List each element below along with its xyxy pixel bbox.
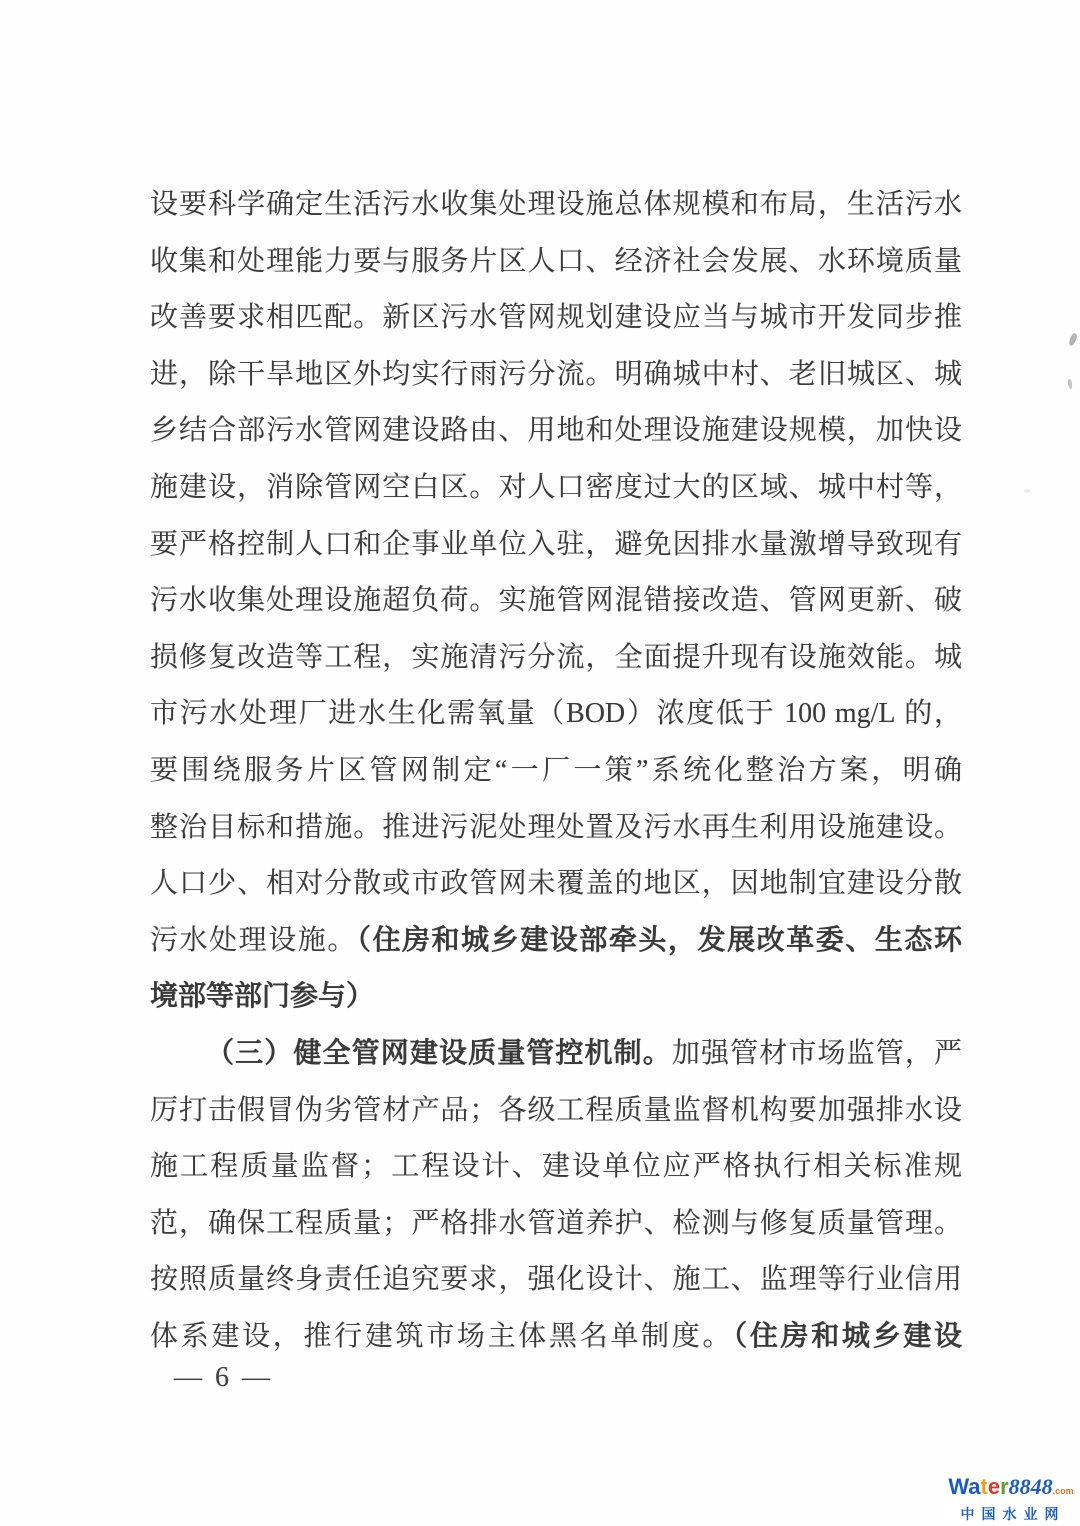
text-line bbox=[150, 1083, 962, 1140]
cjk-text-segment: 的， bbox=[895, 698, 962, 730]
cjk-text-segment: 体系建设，推行建筑市场主体黑名单制度。 bbox=[150, 1320, 734, 1352]
scan-artifact-speck bbox=[1067, 379, 1073, 390]
text-line bbox=[150, 1139, 962, 1196]
cjk-text-segment: 整治目标和措施。推进污泥处理处置及污水再生利用设施建设。 bbox=[150, 811, 962, 843]
cjk-text-segment: 设要科学确定生活污水收集处理设施总体规模和布局，生活污水 bbox=[150, 189, 962, 220]
text-line bbox=[150, 856, 962, 913]
cjk-text-segment: 按照质量终身责任追究要求，强化设计、施工、监理等行业信用 bbox=[150, 1264, 962, 1296]
watermark-letter: e bbox=[987, 1474, 1001, 1499]
latin-text-segment: BOD bbox=[566, 698, 626, 730]
watermark-wordmark bbox=[945, 1475, 1077, 1503]
cjk-text-segment: 要围绕服务片区管网制定“一厂一策”系统化整治方案，明确 bbox=[150, 754, 962, 786]
text-line bbox=[150, 800, 962, 857]
cjk-text-segment: 要严格控制人口和企事业单位入驻，避免因排水量激增导致现有 bbox=[150, 528, 962, 560]
text-line bbox=[150, 1196, 962, 1253]
cjk-text-segment: 污水处理设施。 bbox=[150, 924, 357, 956]
watermark-domain-text: .com bbox=[1052, 1486, 1074, 1496]
cjk-text-segment: 市污水处理厂进水生化需氧量（ bbox=[150, 698, 567, 730]
watermark-letter: a bbox=[968, 1474, 981, 1499]
cjk-text-segment: 范，确保工程质量；严格排水管道养护、检测与修复质量管理。 bbox=[150, 1207, 962, 1239]
text-line bbox=[150, 1309, 962, 1366]
cjk-text-segment: 损修复改造等工程，实施清污分流，全面提升现有设施效能。城 bbox=[150, 641, 962, 673]
text-line bbox=[150, 743, 962, 800]
watermark-letter: r bbox=[1000, 1474, 1009, 1499]
cjk-text-segment: ）浓度低于 bbox=[625, 698, 785, 730]
watermark-water-text bbox=[948, 1474, 1008, 1499]
text-line bbox=[150, 460, 962, 517]
text-line bbox=[150, 573, 962, 630]
latin-text-segment: 100 mg/L bbox=[784, 698, 896, 730]
text-line bbox=[150, 234, 962, 291]
text-line bbox=[150, 686, 962, 743]
text-line bbox=[150, 177, 962, 234]
watermark-logo bbox=[945, 1475, 1077, 1523]
text-line bbox=[150, 517, 962, 574]
cjk-text-segment: 进，除干旱地区外均实行雨污分流。明确城中村、老旧城区、城 bbox=[150, 358, 962, 390]
text-line bbox=[150, 913, 962, 970]
watermark-8848-text: 8848 bbox=[1008, 1474, 1053, 1499]
cjk-text-segment: 改善要求相匹配。新区污水管网规划建设应当与城市开发同步推 bbox=[150, 302, 962, 334]
text-line bbox=[150, 1252, 962, 1309]
scan-artifact-speck bbox=[1024, 489, 1031, 493]
watermark-subtitle: 中国水业网 bbox=[960, 1506, 1066, 1522]
text-line bbox=[150, 1026, 962, 1083]
page-number: — 6 — bbox=[174, 1362, 273, 1393]
cjk-text-segment: 加强管材市场监管，严 bbox=[671, 1037, 962, 1069]
cjk-text-segment: 施建设，消除管网空白区。对人口密度过大的区域、城中村等， bbox=[150, 471, 962, 503]
cjk-text-segment: （住房和城乡建设 bbox=[733, 1320, 962, 1352]
cjk-text-segment: 施工程质量监督；工程设计、建设单位应严格执行相关标准规 bbox=[150, 1151, 962, 1183]
scan-artifact-speck bbox=[1068, 332, 1078, 346]
text-block bbox=[150, 177, 962, 1365]
watermark-letter: W bbox=[948, 1474, 969, 1499]
cjk-text-segment: 境部等部门参与） bbox=[150, 981, 375, 1013]
cjk-text-segment: （住房和城乡建设部牵头，发展改革委、生态环 bbox=[356, 924, 962, 956]
cjk-text-segment: 乡结合部污水管网建设路由、用地和处理设施建设规模，加快设 bbox=[150, 415, 962, 447]
cjk-text-segment: 厉打击假冒伪劣管材产品；各级工程质量监督机构要加强排水设 bbox=[150, 1094, 962, 1126]
text-line bbox=[150, 630, 962, 687]
cjk-text-segment: 人口少、相对分散或市政管网未覆盖的地区，因地制宜建设分散 bbox=[150, 868, 962, 900]
watermark-letter: t bbox=[980, 1474, 988, 1499]
text-line bbox=[150, 969, 962, 1026]
cjk-text-segment: 污水收集处理设施超负荷。实施管网混错接改造、管网更新、破 bbox=[150, 585, 962, 617]
text-line bbox=[150, 347, 962, 404]
text-line bbox=[150, 403, 962, 460]
cjk-text-segment: （三）健全管网建设质量管控机制。 bbox=[206, 1037, 672, 1069]
text-line bbox=[150, 290, 962, 347]
cjk-text-segment: 收集和处理能力要与服务片区人口、经济社会发展、水环境质量 bbox=[150, 245, 962, 277]
